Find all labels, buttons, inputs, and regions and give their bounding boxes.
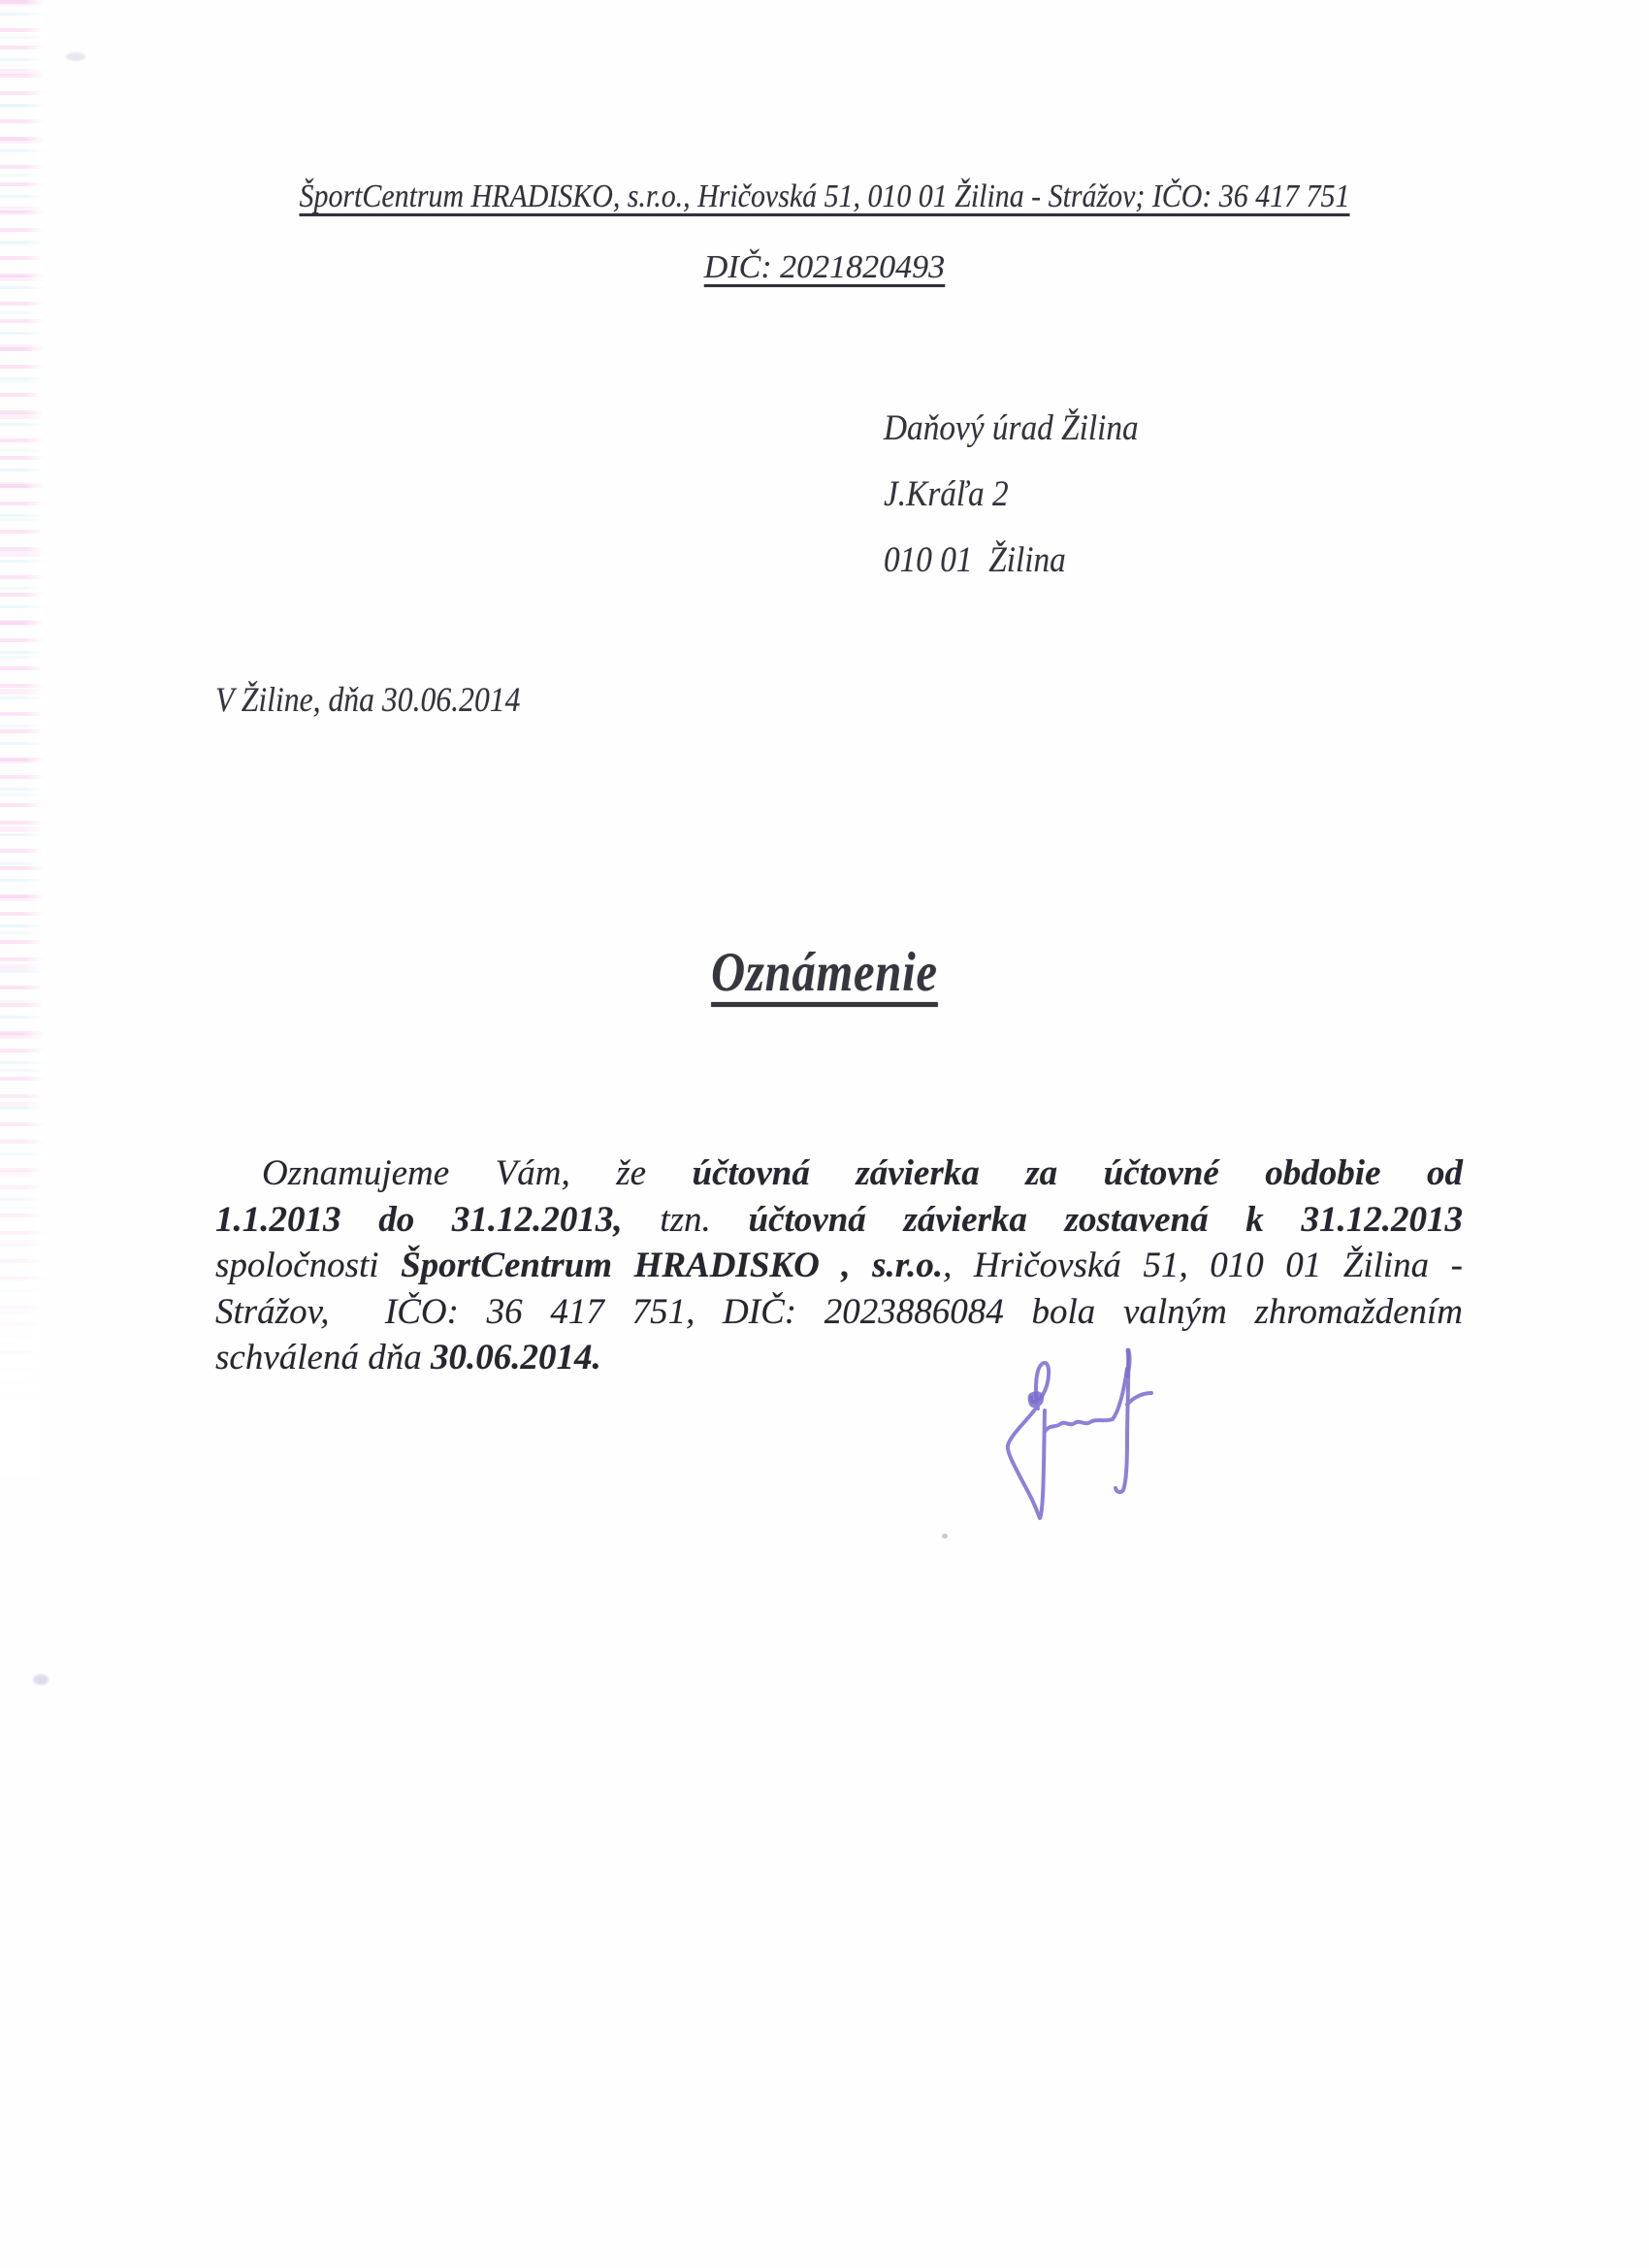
- company-header-line1: ŠportCentrum HRADISKO, s.r.o., Hričovská 51, 010 01 Žilina - Strážov; IČO: 36 417 751: [299, 178, 1350, 214]
- body-text-segment: Oznamujeme Vám, že: [262, 1153, 693, 1193]
- body-text-segment-bold: 1.1.2013 do 31.12.2013,: [215, 1199, 623, 1240]
- body-text-segment: tzn.: [622, 1199, 749, 1240]
- recipient-line1: Daňový úrad Žilina: [884, 408, 1139, 448]
- body-line: [215, 1335, 1463, 1381]
- body-line: [215, 1197, 1463, 1244]
- scan-smudge-bottom: [33, 1674, 48, 1685]
- body-paragraph: [215, 1150, 1463, 1381]
- body-line: [215, 1150, 1463, 1197]
- document-title: Oznámenie: [711, 942, 938, 1003]
- body-text-segment-bold: účtovná závierka za účtovné obdobie od: [692, 1153, 1463, 1193]
- body-text-segment: Strážov, IČO: 36 417 751, DIČ: 2023886084 bola valným zhromaždením: [215, 1291, 1463, 1332]
- place-date-line: V Žiline, dňa 30.06.2014: [215, 680, 521, 719]
- company-header: [0, 178, 1649, 286]
- company-header-line2: DIČ: 2021820493: [703, 249, 946, 285]
- body-text-segment-bold: 30.06.2014.: [430, 1338, 601, 1377]
- recipient-line2: J.Kráľa 2: [884, 474, 1009, 514]
- ink-dot: [942, 1534, 948, 1539]
- body-text-segment: , Hričovská 51, 010 01 Žilina -: [943, 1246, 1463, 1285]
- recipient-address-block: [884, 396, 1139, 594]
- handwritten-signature: [970, 1345, 1179, 1543]
- body-line: [215, 1289, 1463, 1336]
- recipient-line3: 010 01 Žilina: [884, 540, 1066, 580]
- body-text-segment-bold: účtovná závierka zostavená k 31.12.2013: [748, 1199, 1464, 1240]
- body-text-segment: spoločnosti: [215, 1246, 402, 1285]
- body-text-segment: schválená dňa: [215, 1338, 431, 1377]
- scan-smudge-top: [66, 52, 85, 61]
- body-line: [215, 1243, 1463, 1289]
- body-text-segment-bold: ŠportCentrum HRADISKO , s.r.o.: [401, 1246, 944, 1285]
